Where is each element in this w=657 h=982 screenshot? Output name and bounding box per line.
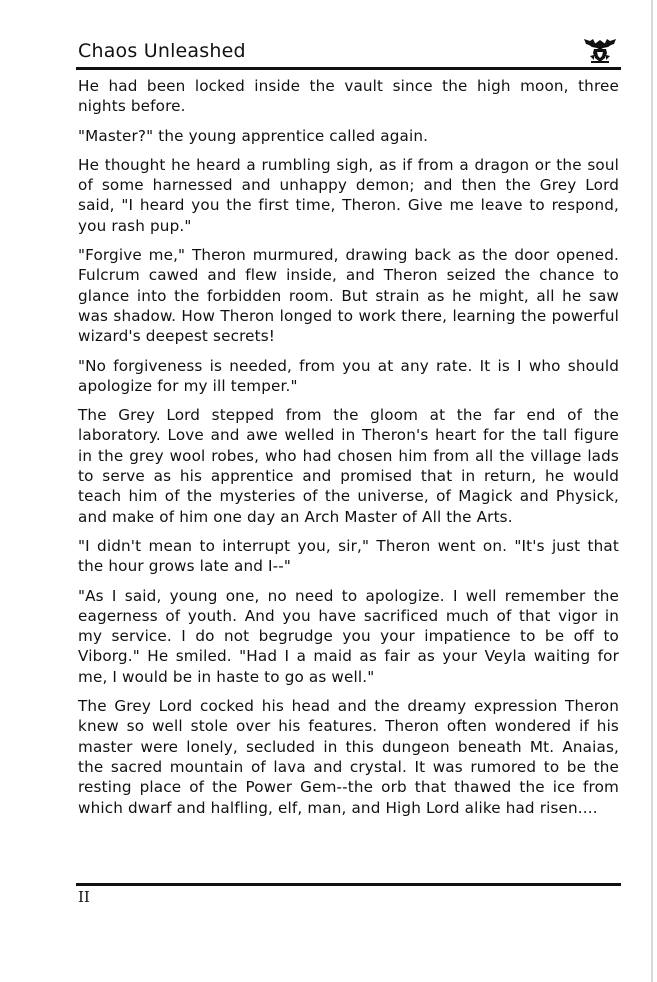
paragraph: The Grey Lord stepped from the gloom at the far end of the laboratory. Love and awe welled in Theron's heart for the tall figure in the grey wool robes, who had chosen him from all the village lads to serve as his apprentice and promised that in return, he would teach him of the mysteries of the universe, of Magick and Physick, and make of him one day an Arch Master of All the Arts. [78, 406, 619, 526]
paragraph: "I didn't mean to interrupt you, sir," Theron went on. "It's just that the hour grows late and I--" [78, 536, 619, 576]
header-rule [76, 67, 621, 70]
page-body [78, 76, 619, 827]
page-header-title: Chaos Unleashed [78, 40, 246, 62]
paragraph: "No forgiveness is needed, from you at any rate. It is I who should apologize for my ill temper." [78, 356, 619, 395]
paragraph: "Forgive me," Theron murmured, drawing back as the door opened. Fulcrum cawed and flew inside, and Theron seized the chance to glance into the forbidden room. But strain as he might, all he saw was shadow. How Theron longed to work there, learning the powerful wizard's deepest secrets! [78, 246, 619, 346]
paragraph: He thought he heard a rumbling sigh, as if from a dragon or the soul of some harnessed and unhappy demon; and then the Grey Lord said, "I heard you the first time, Theron. Give me leave to respond, you rash pup." [78, 155, 619, 235]
paragraph: "Master?" the young apprentice called again. [78, 126, 429, 145]
winged-emblem-icon [583, 36, 617, 64]
page-edge-line [651, 0, 653, 982]
paragraph: He had been locked inside the vault since the high moon, three nights before. [78, 77, 619, 116]
running-header [78, 36, 619, 68]
paragraph: "As I said, young one, no need to apologize. I well remember the eagerness of youth. And you have sacrificed much of that vigor in my service. I do not begrudge you your impatience to be off to Viborg." He smiled. "Had I a maid as fair as your Veyla waiting for me, I would be in haste to go as well." [78, 586, 619, 686]
paragraph: The Grey Lord cocked his head and the dreamy expression Theron knew so well stole over his features. Theron often wondered if his master were lonely, secluded in this dungeon beneath Mt. Anaias, the sacred mountain of lava and crystal. It was rumored to be the resting place of the Power Gem--the orb that thawed the ice from which dwarf and halfling, elf, man, and High Lord alike had risen.... [78, 697, 619, 817]
page-number: II [78, 888, 90, 906]
footer-rule [76, 883, 621, 886]
